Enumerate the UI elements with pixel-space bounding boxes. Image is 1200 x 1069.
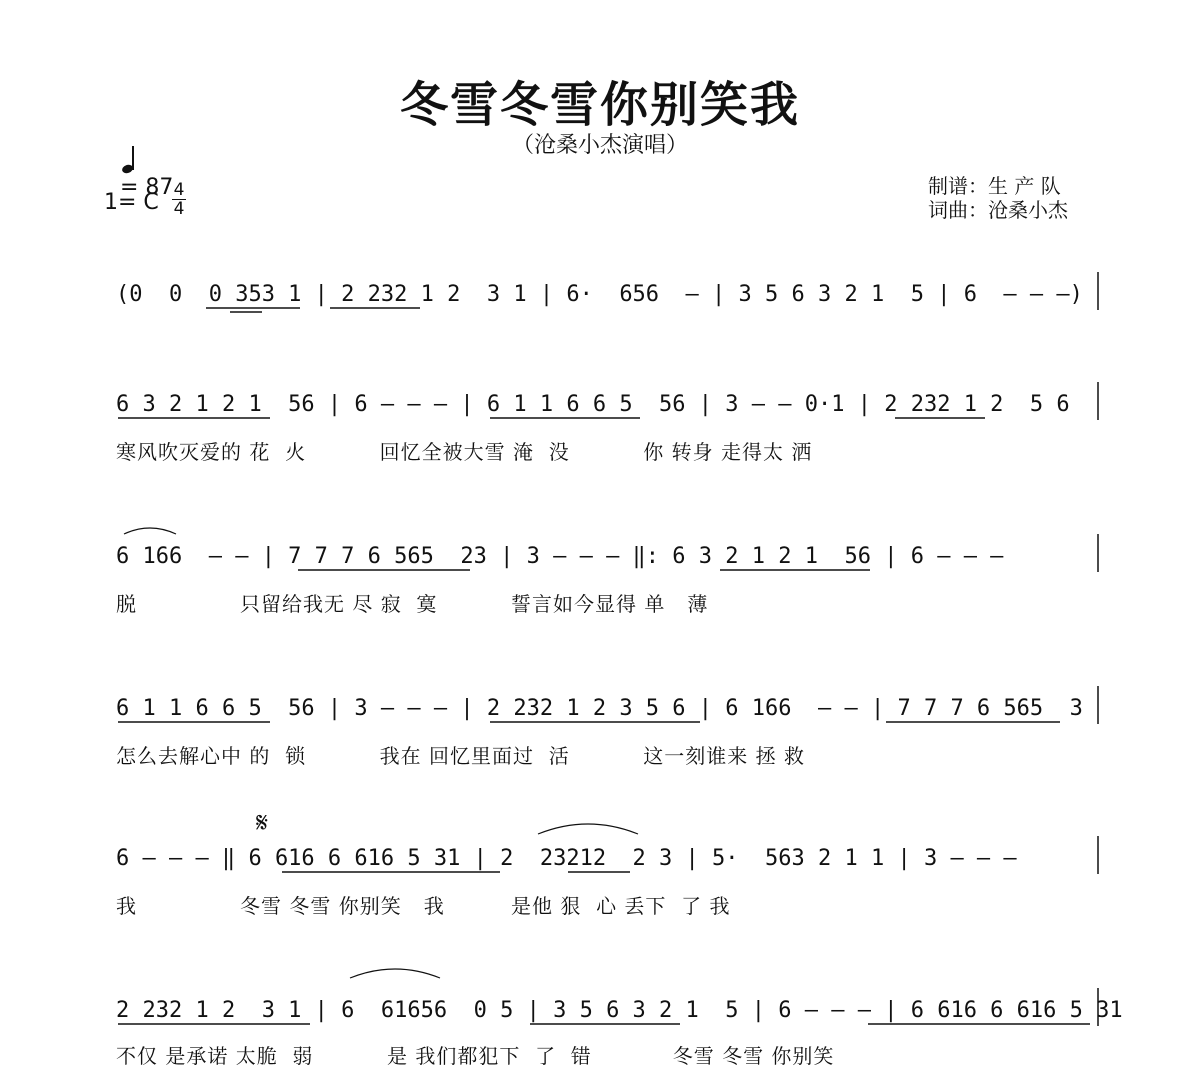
lyric-line-5: 我 冬雪 冬雪 你别笑 我 是他 狠 心 丢下 了 我 (116, 894, 731, 918)
score-line-1: (0 0 0 353 1 | 2 232 1 2 3 1 | 6· 656 — | 3 5 6 3 2 1 5 | 6 — — —) (116, 282, 1083, 307)
score-line-6: 2 232 1 2 3 1 | 6 61656 0 5 | 3 5 6 3 2 1 5 | 6 — — — | 6 616 6 616 5 31 (116, 998, 1123, 1023)
score-line-2: 6 3 2 1 2 1 56 | 6 — — — | 6 1 1 6 6 5 56 | 3 — — 0·1 | 2 232 1 2 5 6 (116, 392, 1070, 417)
song-subtitle: （沧桑小杰演唱） (511, 133, 688, 158)
tempo-value: = 87 (120, 175, 174, 200)
song-title: 冬雪冬雪你别笑我 (399, 77, 800, 133)
time-signature-bottom: 4 (173, 199, 185, 219)
segno-icon: 𝄋 (256, 806, 269, 839)
lyric-line-2: 寒风吹灭爱的 花 火 回忆全被大雪 淹 没 你 转身 走得太 洒 (116, 440, 813, 464)
score-line-4: 6 1 1 6 6 5 56 | 3 — — — | 2 232 1 2 3 5 6 | 6 166 — — | 7 7 7 6 565 3 (116, 696, 1083, 721)
lyric-line-6: 不仅 是承诺 太脆 弱 是 我们都犯下 了 错 冬雪 冬雪 你别笑 (116, 1044, 835, 1068)
time-signature-top: 4 (173, 180, 185, 200)
score-line-3: 6 166 — — | 7 7 7 6 565 23 | 3 — — — ‖: 6 3 2 1 2 1 56 | 6 — — — (116, 544, 1004, 569)
key-signature: 1= C (104, 190, 159, 215)
lyric-line-3: 脱 只留给我无 尽 寂 寞 誓言如今显得 单 薄 (116, 592, 709, 616)
lyricist-composer-credit: 词曲：沧桑小杰 (928, 198, 1068, 222)
score-line-5: 6 — — — ‖ 6 616 6 616 5 31 | 2 23212 2 3 | 5· 563 2 1 1 | 3 — — — (116, 846, 1017, 871)
lyric-line-4: 怎么去解心中 的 锁 我在 回忆里面过 活 这一刻谁来 拯 救 (116, 744, 806, 768)
arranger-credit: 制谱：生 产 队 (928, 174, 1061, 198)
